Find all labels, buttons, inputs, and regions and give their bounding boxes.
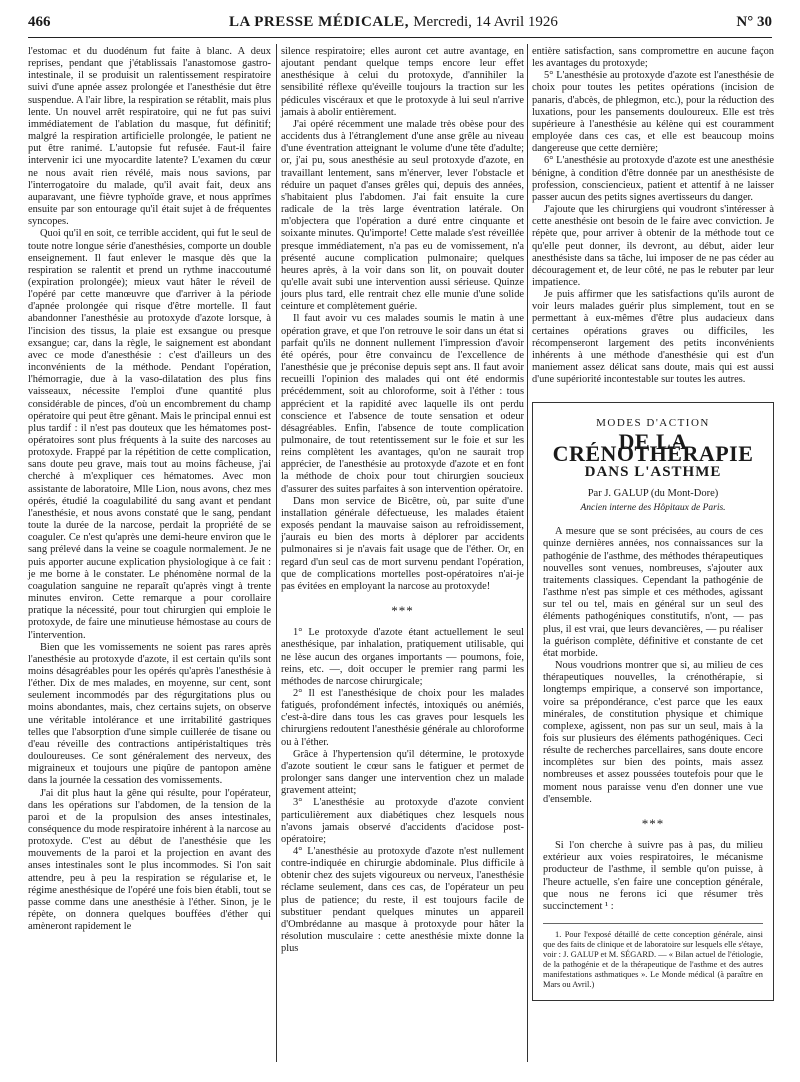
paragraph: l'estomac et du duodénum fut faite à blanc. A deux reprises, pendant que j'établissais l'anastomose gastro-intestinale, il se produisit un ralentissement respiratoire suivi d'une apnée assez prolongée et l'anesthésie dut être suspendue. A l'air libre, la respiration se rétablit, mais plus lente. Un nouvel arrêt respiratoire, qui ne fut pas suivi immédiatement de l'ablation du masque, fut définitif; malgré la respiration artificielle prolongée, le patient ne put être ranimé. L'autopsie fut refusée. Faut-il faire intervenir ici une myocardite latente? L'examen du cœur ne nous avait rien révélé, mais nous savions, par l'interrogatoire du malade, qu'il avait fait, deux ans auparavant, une fièvre typhoïde grave, et nous apprîmes ensuite par son entourage qu'il était sujet à de fréquentes syncopes.	[28, 46, 271, 228]
author-affiliation: Ancien interne des Hôpitaux de Paris.	[580, 503, 726, 514]
conclusion-item: 4° L'anesthésie au protoxyde d'azote n'est nullement contre-indiquée en chirurgie abdominale. Plus difficile à obtenir chez des sujets vigoureux ou nerveux, l'anesthésie réclame seulement, dans ces cas, de l'opérateur un peu plus de patience; du reste, il est toujours facile de substituer pendant quelques minutes un appareil d'Ombrédanne au masque à protoxyde pour hâter la résolution musculaire : cette anesthésie mixte donne la plus	[281, 846, 524, 955]
conclusion-item: 3° L'anesthésie au protoxyde d'azote convient particulièrement aux diabétiques chez lesquels nous n'avons jamais observé d'accidents d'acidose post-opératoire;	[281, 797, 524, 845]
paragraph: A mesure que se sont précisées, au cours de ces quinze dernières années, nos connaissances sur la pathogénie de l'asthme, des méthodes thérapeutiques nouvelles sont venues, nombreuses, s'ajouter aux traitements classiques. Cependant la pathogénie de l'asthme n'est pas simple et ces méthodes, agissant sur tel ou tel, mais en général sur un seul des éléments pathogéniques constitutifs, n'ont, — pas plus, il est vrai, que leurs devancières, — pu réaliser la guérison complète, définitive et constante de cet état morbide.	[543, 526, 763, 659]
journal-title	[229, 14, 558, 31]
issue-date: Mercredi, 14 Avril 1926	[413, 14, 558, 30]
section-separator: ***	[391, 603, 414, 619]
paragraph: Quoi qu'il en soit, ce terrible accident, qui fut le seul de toute notre longue série d'anesthésies, comporte un double enseignement. Il faut enlever le masque dès que la respiration se ralentit et prend un rythme inaccoutumé (expiration prolongée); mieux vaut hâter le réveil de l'opéré par cette manœuvre que d'arriver à la période d'apnée prolongée qui risque d'être mortelle. Il faut abandonner l'anesthésie au protoxyde d'azote lorsque, à l'incision des tissus, la plaie est exsangue ou presque exsangue; car, dans la règle, le saignement est abondant avec ce mode d'anesthésie : c'est d'ailleurs un des inconvénients de la méthode. Pendant l'opération, l'hémorragie, due à la vaso-dilatation des plus fins vaisseaux, nécessite l'emploi d'une quantité plus considérable de pinces, d'où un encombrement du champ opératoire qui peut être gênant. Mais le principal ennui est plus tardif : il n'est pas douteux que les hématomes post-opératoires sont plus fréquents à la suite des narcoses au protoxyde. Frappé par la répétition de cette complication, sans doute peu grave, mais tout au moins fâcheuse, j'ai cherché à m'expliquer ces hématomes. Avec mon assistante de laboratoire, Mlle Lion, nous avons, chez mes opérés, étudié la coagulabilité du sang avant et pendant l'anesthésie, et nous avons constaté que le sang, pendant toute la durée de la narcose, perdait la propriété de se coaguler. Ce n'est qu'après une demi-heure environ que le sang prélevé dans la veine se coagule normalement. Je ne puis apporter aucune explication physiologique à ce fait : je me borne à le constater. Le phénomène normal de la coagulation sanguine ne reparaît qu'après vingt à trente minutes environ. Cette remarque a pour corollaire pratique la nécessité, pour tout chirurgien qui emploie le protoxyde, de faire une minutieuse hémostase au cours de l'intervention.	[28, 228, 271, 641]
paragraph: Dans mon service de Bicêtre, où, par suite d'une installation générale défectueuse, les malades étaient exposés pendant la mauvaise saison au refroidissement, j'aurais eu bien des morts à déplorer par accidents pulmonaires si je n'avais fait usage que de l'éther. Or, en regard d'un seul cas de mort survenu pendant l'opération, que de complications mortelles post-opératoires n'ai-je pas évitées en employant la narcose au protoxyde!	[281, 495, 524, 592]
paragraph: Bien que les vomissements ne soient pas rares après l'anesthésie au protoxyde d'azote, il est certain qu'ils sont moins désagréables pour les opérés qu'après l'anesthésie à l'éther. Dix de mes malades, en moyenne, sur cent, sont seulement incommodés par des régurgitations plus ou moins abondantes, mais, chez certains sujets, on observe une véritable intolérance et une irritabilité gastriques telles que l'absorption d'une simple cuillerée de tisane ou d'eau réveille des contractions antipéristaltiques très douloureuses. Ce sont généralement des nerveux, des migraineux et toujours une piqûre de pantopon amène dans la journée la cessation des vomissements.	[28, 641, 271, 787]
footnote	[543, 923, 763, 990]
page-header	[28, 14, 772, 34]
article-title: DE LA CRÉNOTHÉRAPIE	[552, 428, 754, 466]
section-separator: ***	[641, 815, 665, 831]
paragraph: J'ai opéré récemment une malade très obèse pour des accidents dus à l'étranglement d'une anse grêle au niveau d'une éventration atteignant le volume d'une tête d'adulte; or, j'ai pu, sous anesthésie au seul protoxyde d'azote, en travaillant lentement, sans m'énerver, lever l'obstacle et réduire un paquet d'anses grêles qui, depuis des années, s'habitaient plus l'abdomen. J'ai fait ensuite la cure radicale de la très large éventration latérale. On m'objectera que l'opération a duré entre cinquante et soixante minutes. Qu'importe! Cette malade s'est réveillée presque immédiatement, n'a pas eu de vomissement, n'a présenté aucune complication pulmonaire; quelques heures après, à la voir dans son lit, on pouvait douter qu'elle avait subi une intervention aussi sérieuse. Quinze jours plus tard, elle rentrait chez elle munie d'une solide ceinture et complètement guérie.	[281, 118, 524, 313]
paragraph: Je puis affirmer que les satisfactions qu'ils auront de voir leurs malades guérir plus simplement, tout en se permettant à eux-mêmes d'être plus audacieux dans certaines opérations graves ou difficiles, les récompenseront largement des petits inconvénients inhérents à une méthode d'anesthésie qui est d'un maniement assez délicat sans doute, mais qui est aussi d'une supériorité incontestable sur toutes les autres.	[532, 289, 774, 386]
conclusion-item: 5° L'anesthésie au protoxyde d'azote est l'anesthésie de choix pour toutes les petites opérations (incision de panaris, d'abcès, de phlegmon, etc.), pour la réduction des luxations, pour les pansements douloureux. Elle est très supérieure à l'anesthésie au kélène qui est couramment employée dans ces cas, et elle est beaucoup moins dangereuse que cette dernière;	[532, 70, 774, 155]
paragraph: J'ajoute que les chirurgiens qui voudront s'intéresser à cette anesthésie ont besoin de le faire avec conviction. Je répète que, pour arriver à obtenir de la méthode tout ce qu'elle peut donner, ils devront, au début, aider leur anesthésiste dans sa tâche, lui imposer de ne pas céder au découragement et, de leur côté, ne pas le rebuter par leur impatience.	[532, 204, 774, 288]
article-body	[543, 526, 763, 913]
journal-name: LA PRESSE MÉDICALE,	[228, 14, 409, 30]
paragraph: Nous voudrions montrer que si, au milieu de ces thérapeutiques nouvelles, la crénothérapie, si longtemps empirique, a conservé son importance, voire sa prépondérance, c'est parce que les eaux minérales, de constitution physique et chimique complexe, agissent, non pas sur un seul, mais à la fois sur plusieurs des éléments pathogéniques. Ceci résulte de recherches parcellaires, sans doute encore incomplètes sur bien des points, mais assez nombreuses et assez poussées toutefois pour que le moment nous paraisse venu d'en donner une vue d'ensemble.	[543, 660, 763, 805]
paragraph: J'ai dit plus haut la gêne qui résulte, pour l'opérateur, dans les opérations sur l'abdomen, de la tension de la paroi et de la propulsion des anses intestinales, conséquence du mode respiratoire inhérent à la narcose au protoxyde. C'est au début de l'anesthésie que les mouvements de la paroi et la projection en avant des anses intestinales sont le plus incommodes. Si l'on sait attendre, peu à peu la respiration se régularise et, le régime anesthésique de l'opéré une fois bien établi, tout se passe comme dans une anesthésie à l'éther. Sinon, je le répète, on donnera quelques bouffées d'éther qui amèneront rapidement le	[28, 787, 271, 933]
article-kicker: MODES D'ACTION	[596, 417, 710, 430]
issue-number: N° 30	[736, 14, 772, 30]
paragraph: Grâce à l'hypertension qu'il détermine, le protoxyde d'azote soutient le cœur sans le fatiguer et permet de prolonger sans danger une intervention chez un malade gravement atteint;	[281, 748, 524, 797]
header-rule	[28, 37, 772, 38]
column-3	[532, 46, 774, 1001]
conclusion-item: 2° Il est l'anesthésique de choix pour les malades fatigués, profondément infectés, intoxiqués ou anémiés, c'est-à-dire dans tous les cas graves pour lesquels les chirurgiens redoutent l'anesthésie générale au chloroforme ou à l'éther.	[281, 687, 524, 748]
page-number: 466	[28, 14, 51, 30]
column-divider	[276, 44, 277, 1062]
conclusion-item: 6° L'anesthésie au protoxyde d'azote est une anesthésie bénigne, à condition d'être donnée par un anesthésiste de profession, consciencieux, patient et attentif à ne laisser passer aucun des petits signes avertisseurs du danger.	[532, 155, 774, 203]
article-box	[532, 402, 774, 1001]
paragraph: silence respiratoire; elles auront cet autre avantage, en ajoutant pendant quelque temps encore leur effet anesthésique à celui du protoxyde, d'annihiler la sensibilité réflexe qu'éveille toujours la traction sur les pédicules viscéraux et que le protoxyde à lui seul n'arrive jamais à abolir entièrement.	[281, 46, 524, 118]
column-1	[28, 46, 271, 933]
column-divider	[527, 44, 528, 1062]
article-author: Par J. GALUP (du Mont-Dore)	[587, 488, 719, 499]
paragraph: Si l'on cherche à suivre pas à pas, du milieu extérieur aux voies respiratoires, le mécanisme producteur de l'asthme, il semble qu'on puisse, à l'heure actuelle, s'en faire une conception générale, que nous ne ferons ici que résumer très succinctement ¹ :	[543, 840, 763, 912]
column-2	[281, 46, 524, 955]
conclusion-item: 1° Le protoxyde d'azote étant actuellement le seul anesthésique, par inhalation, pratiquement utilisable, qui ne lèse aucun des organes importants — poumons, foie, reins, etc. —, doit occuper le premier rang parmi les méthodes de narcose chirurgicale;	[281, 627, 524, 687]
article-subtitle: DANS L'ASTHME	[584, 463, 722, 480]
footnote-text: 1. Pour l'exposé détaillé de cette conception générale, ainsi que des faits de clinique et de laboratoire sur lesquels elle s'étaye, voir : J. GALUP et M. SÉGARD. — « Bilan actuel de l'étiologie, de la pathogénie et de la thérapeutique de l'asthme et des autres manifestations asthmatiques ». Le Monde médical (à paraître en Mars ou Avril.)	[543, 930, 763, 989]
paragraph: Il faut avoir vu ces malades soumis le matin à une opération grave, et que l'on retrouve le soir dans un état si parfait qu'ils ne donnent nullement l'impression d'avoir été opérés, pour être convaincu de l'excellence de l'anesthésie que je préconise depuis sept ans. Il faut avoir recueilli l'opinion des malades qui ont été endormis précédemment, soit au chloroforme, soit à l'éther : tous apprécient et la rapidité avec laquelle ils ont perdu conscience et l'absence de toute sensation et odeur désagréables. Enfin, l'absence de toute complication pulmonaire, de tout retentissement sur le foie et sur les reins complètent les avantages, qu'on ne saurait trop apprécier, de l'anesthésie au protoxyde d'azote et en font la méthode de choix pour tout chirurgien soucieux d'assurer des suites parfaites à son intervention opératoire.	[281, 313, 524, 495]
paragraph: entière satisfaction, sans compromettre en aucune façon les avantages du protoxyde;	[532, 46, 774, 70]
